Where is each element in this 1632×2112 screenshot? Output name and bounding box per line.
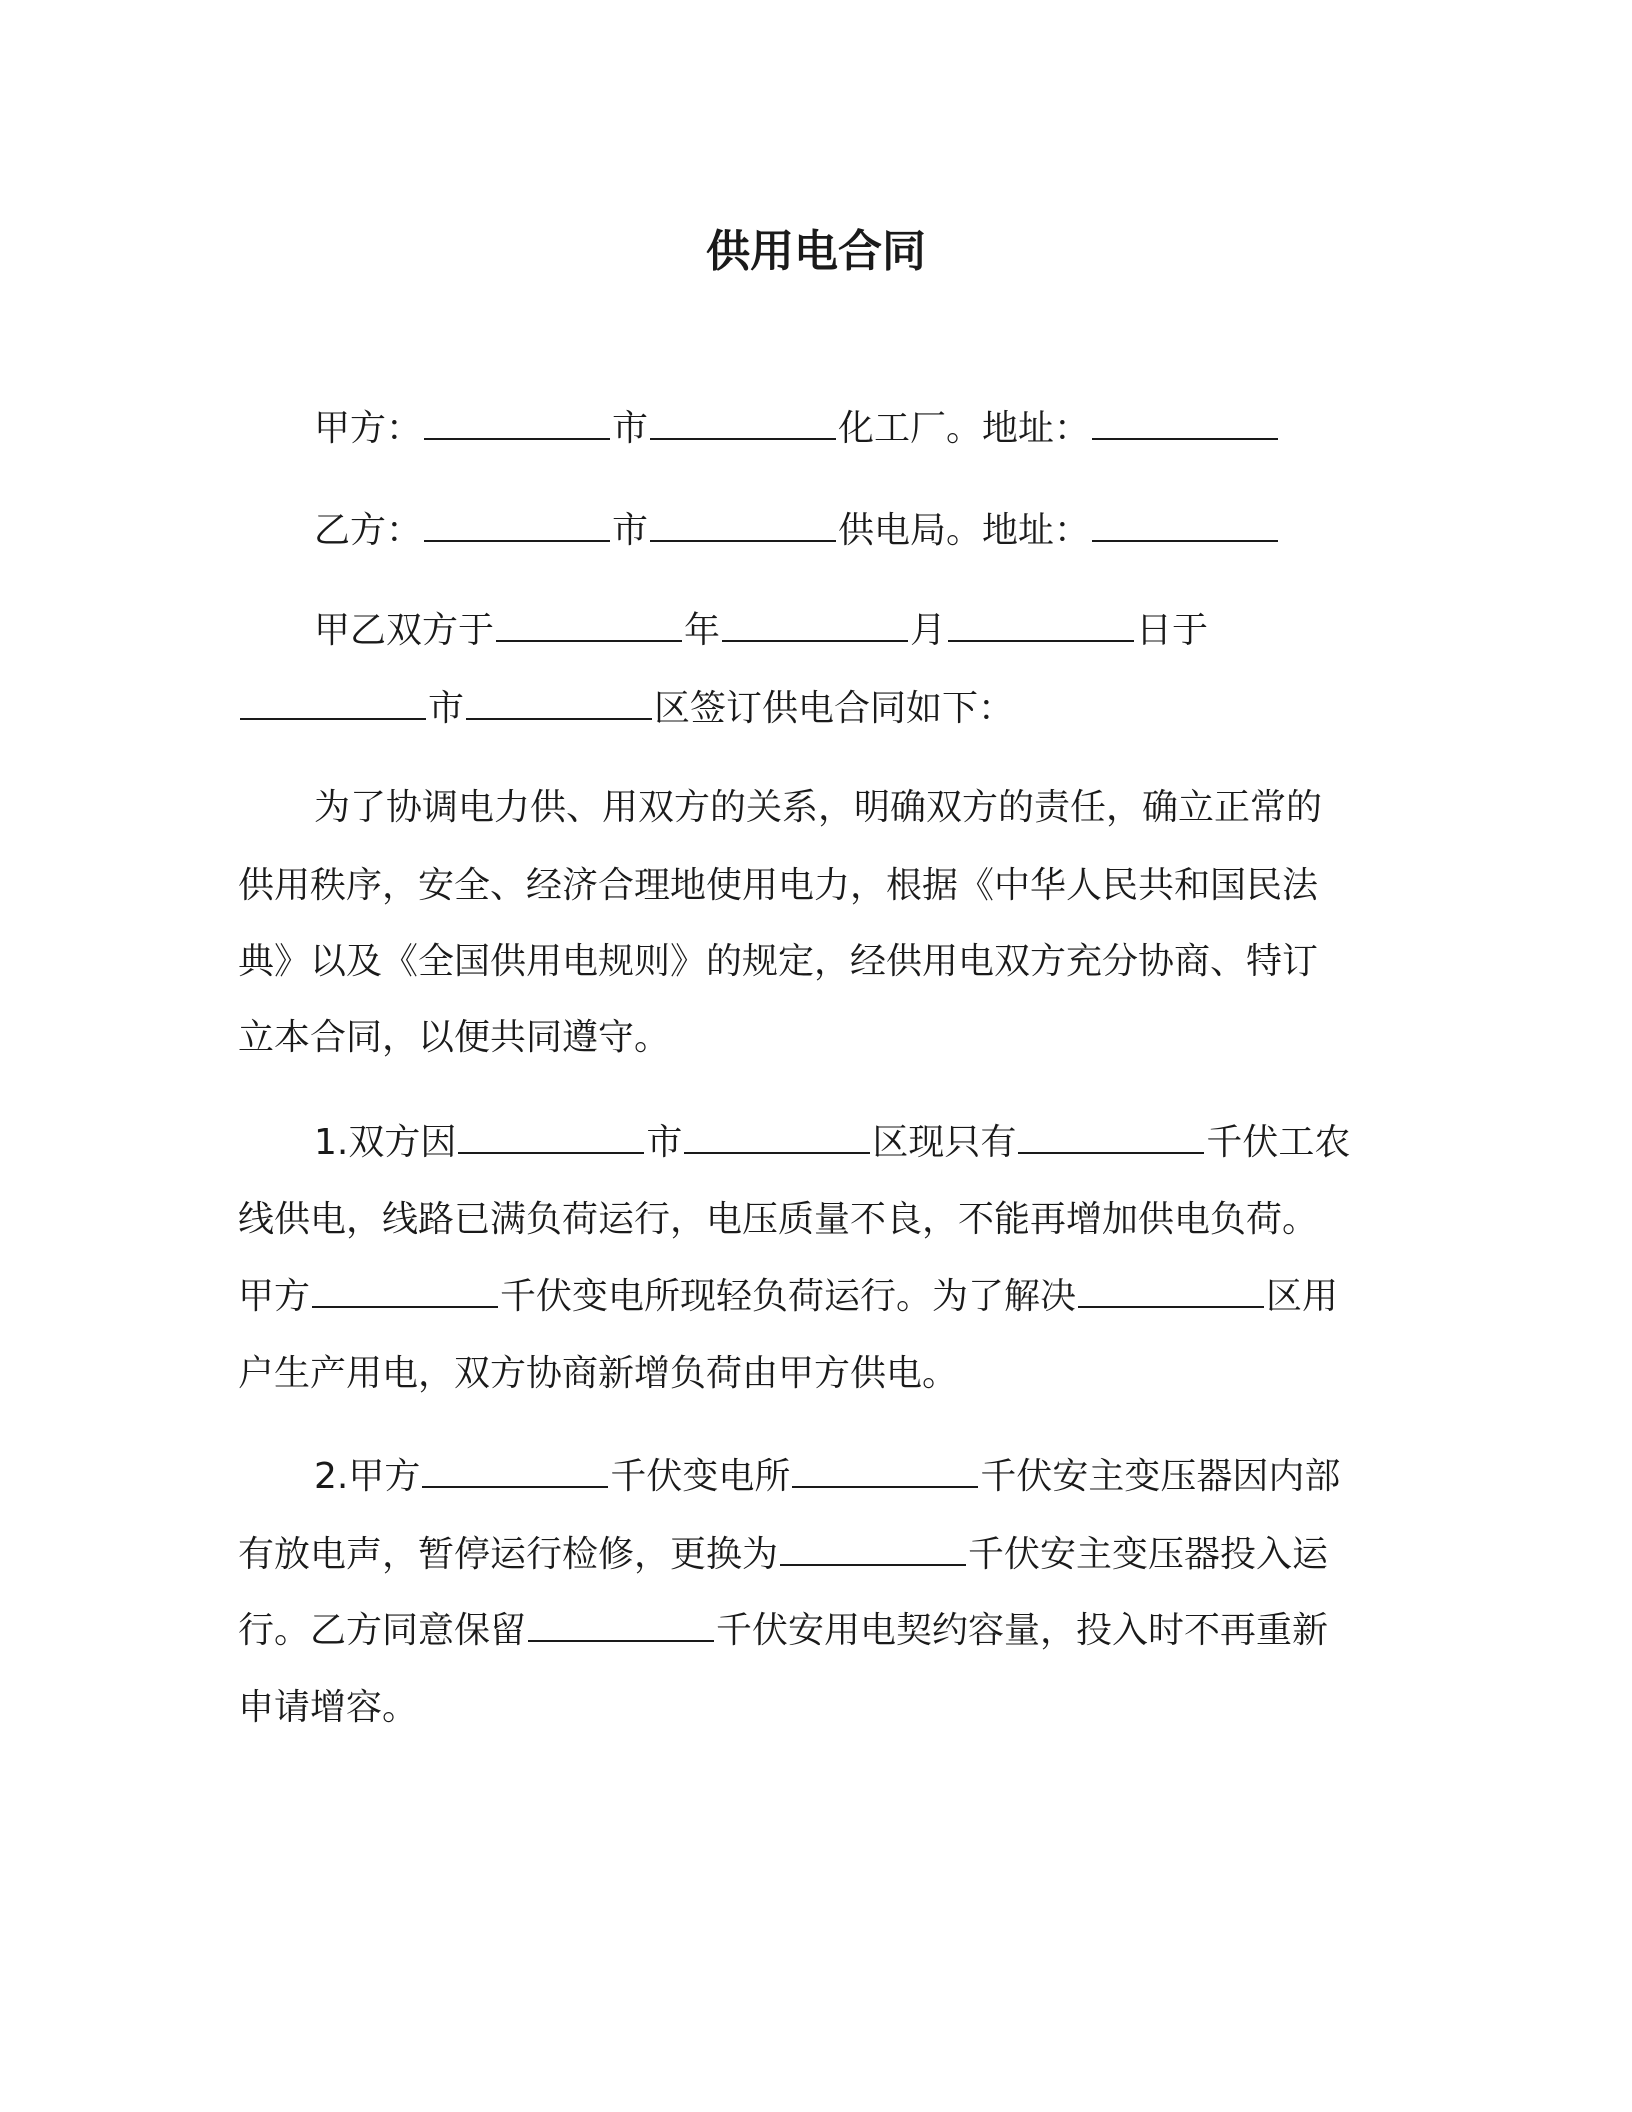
clause-2-text: 2.甲方	[314, 1456, 421, 1497]
clause-2-text: 有放电声，暂停运行检修，更换为	[238, 1534, 779, 1575]
page-title: 供用电合同	[706, 226, 926, 277]
fill-blank	[528, 1606, 714, 1642]
clause-2-line-4: 申请增容。	[238, 1687, 419, 1728]
clause-1-text: 区现只有	[872, 1122, 1017, 1163]
fill-blank	[240, 684, 426, 720]
clause-1-text: 千伏变电所现轻负荷运行。为了解决	[500, 1276, 1077, 1317]
signing-year: 年	[684, 610, 721, 651]
fill-blank	[1092, 506, 1278, 542]
signing-day: 日于	[1136, 610, 1209, 651]
party-b-line	[314, 506, 1280, 555]
clause-1-line-3	[238, 1272, 1338, 1321]
party-b-label: 乙方：	[314, 510, 423, 551]
fill-blank	[650, 404, 836, 440]
clause-1-line-1	[314, 1118, 1350, 1167]
clause-1-line-2: 线供电，线路已满负荷运行，电压质量不良，不能再增加供电负荷。	[238, 1199, 1319, 1240]
signing-month: 月	[910, 610, 947, 651]
party-b-name: 供电局。地址：	[838, 510, 1091, 551]
clause-2-text: 行。乙方同意保留	[238, 1610, 527, 1651]
fill-blank	[424, 506, 610, 542]
fill-blank	[466, 684, 652, 720]
party-a-line	[314, 404, 1280, 453]
clause-1-line-4: 户生产用电，双方协商新增负荷由甲方供电。	[238, 1353, 959, 1394]
clause-2-text: 千伏安主变压器因内部	[980, 1456, 1341, 1497]
clause-1-text: 千伏工农	[1206, 1122, 1351, 1163]
clause-2-text: 千伏安主变压器投入运	[968, 1534, 1329, 1575]
clause-1-text: 市	[646, 1122, 683, 1163]
fill-blank	[684, 1118, 870, 1154]
preamble-line: 为了协调电力供、用双方的关系，明确双方的责任，确立正常的	[314, 787, 1323, 828]
clause-2-line-1	[314, 1452, 1340, 1501]
clause-2-line-2	[238, 1530, 1328, 1579]
clause-1-text: 1.双方因	[314, 1122, 457, 1163]
party-a-city: 市	[612, 408, 649, 449]
signing-line-2	[238, 684, 1014, 733]
clause-1-text: 甲方	[238, 1276, 311, 1317]
fill-blank	[722, 606, 908, 642]
clause-2-text: 千伏变电所	[610, 1456, 791, 1497]
preamble-line: 立本合同，以便共同遵守。	[238, 1017, 671, 1058]
signing-rest: 区签订供电合同如下：	[654, 688, 1015, 729]
fill-blank	[422, 1452, 608, 1488]
clause-1-text: 区用	[1266, 1276, 1339, 1317]
fill-blank	[458, 1118, 644, 1154]
signing-line-1	[314, 606, 1208, 655]
fill-blank	[1078, 1272, 1264, 1308]
fill-blank	[792, 1452, 978, 1488]
party-a-label: 甲方：	[314, 408, 423, 449]
preamble-line: 供用秩序，安全、经济合理地使用电力，根据《中华人民共和国民法	[238, 865, 1319, 906]
party-a-name: 化工厂。地址：	[838, 408, 1091, 449]
clause-2-text: 千伏安用电契约容量，投入时不再重新	[716, 1610, 1329, 1651]
fill-blank	[312, 1272, 498, 1308]
fill-blank	[650, 506, 836, 542]
fill-blank	[948, 606, 1134, 642]
signing-city: 市	[428, 688, 465, 729]
signing-intro: 甲乙双方于	[314, 610, 495, 651]
fill-blank	[1092, 404, 1278, 440]
preamble-line: 典》以及《全国供用电规则》的规定，经供用电双方充分协商、特订	[238, 941, 1319, 982]
fill-blank	[780, 1530, 966, 1566]
clause-2-line-3	[238, 1606, 1328, 1655]
party-b-city: 市	[612, 510, 649, 551]
fill-blank	[1018, 1118, 1204, 1154]
fill-blank	[496, 606, 682, 642]
fill-blank	[424, 404, 610, 440]
